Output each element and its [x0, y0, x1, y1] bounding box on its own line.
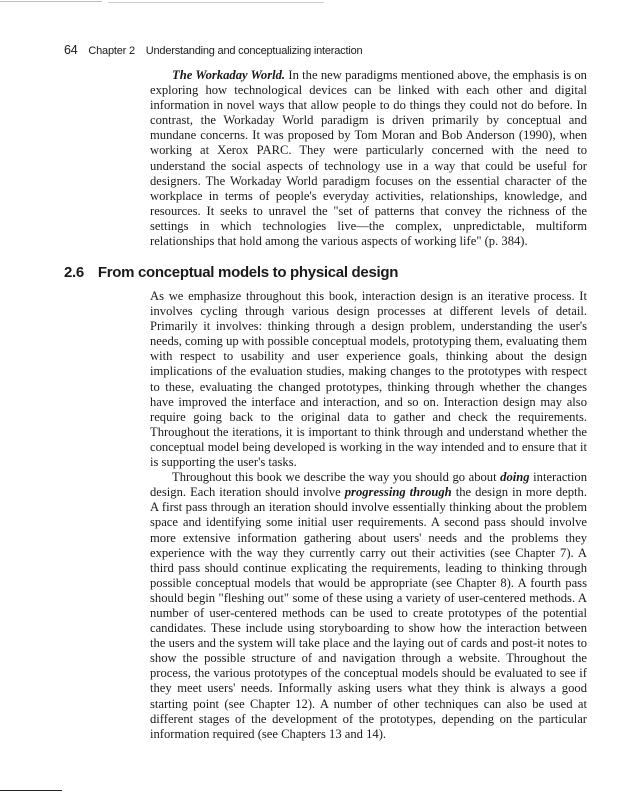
footer-rule: [0, 790, 62, 791]
running-head: [64, 43, 362, 57]
paragraph-2-part-3: the design in more depth. A first pass through an iteration should involve essentially thinking about the problem space and identifying some initial user requirements. A second pass should involve more extensive information gathering about users' needs and the problems they experience with the way they currently carry out their activities (see Chapter 7). A third pass should continue explicating the requirements, leading to thinking through possible conceptual models that would be appropriate (see Chapter 8). A fourth pass should begin "fleshing out" some of these using a variety of user-centered methods. A number of user-centered methods can be used to create prototypes of the potential candidates. These include using storyboarding to show how the interaction between the users and the system will take place and the laying out of cards and post-it notes to show the possible structure of and navigation through a website. Throughout the process, the various prototypes of the conceptual models should be evaluated to see if they meet users' needs. Informally asking users what they think is always a good starting point (see Chapter 12). A number of other techniques can also be used at different stages of the development of the prototypes, depending on the particular information required (see Chapters 13 and 14).: [150, 485, 587, 741]
workaday-text: In the new paradigms mentioned above, the emphasis is on exploring how technological devices can be linked with each other and digital information in novel ways that allow people to do things they could not do before. In contrast, the Workaday World paradigm is driven primarily by conceptual and mundane concerns. It was proposed by Tom Moran and Bob Anderson (1990), when working at Xerox PARC. They were particularly concerned with the need to understand the social aspects of technology use in a way that could be useful for designers. The Workaday World paradigm focuses on the essential character of the workplace in terms of people's everyday activities, relationships, knowledge, and resources. It seeks to unravel the "set of patterns that convey the richness of the settings in which technologies live—the complex, unpredictable, multiform relationships that hold among the various aspects of working life" (p. 384).: [150, 68, 587, 249]
chapter-label: Chapter 2: [88, 45, 135, 57]
section-title: From conceptual models to physical design: [97, 264, 399, 281]
top-rule-right: [108, 2, 324, 3]
workaday-lead: The Workaday World.: [172, 68, 286, 82]
page-number: 64: [64, 43, 78, 57]
paragraph-2-part-1: Throughout this book we describe the way you should go about: [172, 470, 497, 485]
workaday-paragraph: [150, 68, 587, 249]
section-paragraph-1: As we emphasize throughout this book, interaction design is an iterative process. It involves cycling through various design processes at different levels of detail. Primarily it involves: thinking through a design problem, understanding the user's needs, coming up with possible conceptual models, prototyping them, evaluating them with respect to usability and user experience goals, thinking about the design implications of the evaluation studies, making changes to the prototypes with respect to these, evaluating the changed prototypes, thinking through whether the changes have improved the interface and interaction, and so on. Interaction design may also require going back to the original data to gather and check the requirements. Throughout the iterations, it is important to think through and understand whether the conceptual model being developed is working in the way intended and to ensure that it is supporting the user's tasks.: [150, 289, 587, 470]
section-number: 2.6: [64, 264, 84, 281]
top-rule-left: [0, 1, 102, 2]
emphasis-doing: doing: [500, 470, 530, 485]
section-body: [150, 289, 587, 742]
workaday-world-block: [150, 68, 587, 249]
chapter-title: Understanding and conceptualizing interaction: [145, 45, 363, 57]
section-paragraph-2: [150, 470, 587, 742]
section-heading: [64, 264, 398, 281]
paragraph-2-part-2: interaction design. Each iteration should involve: [150, 470, 588, 500]
emphasis-progressing-through: progressing through: [344, 485, 452, 500]
